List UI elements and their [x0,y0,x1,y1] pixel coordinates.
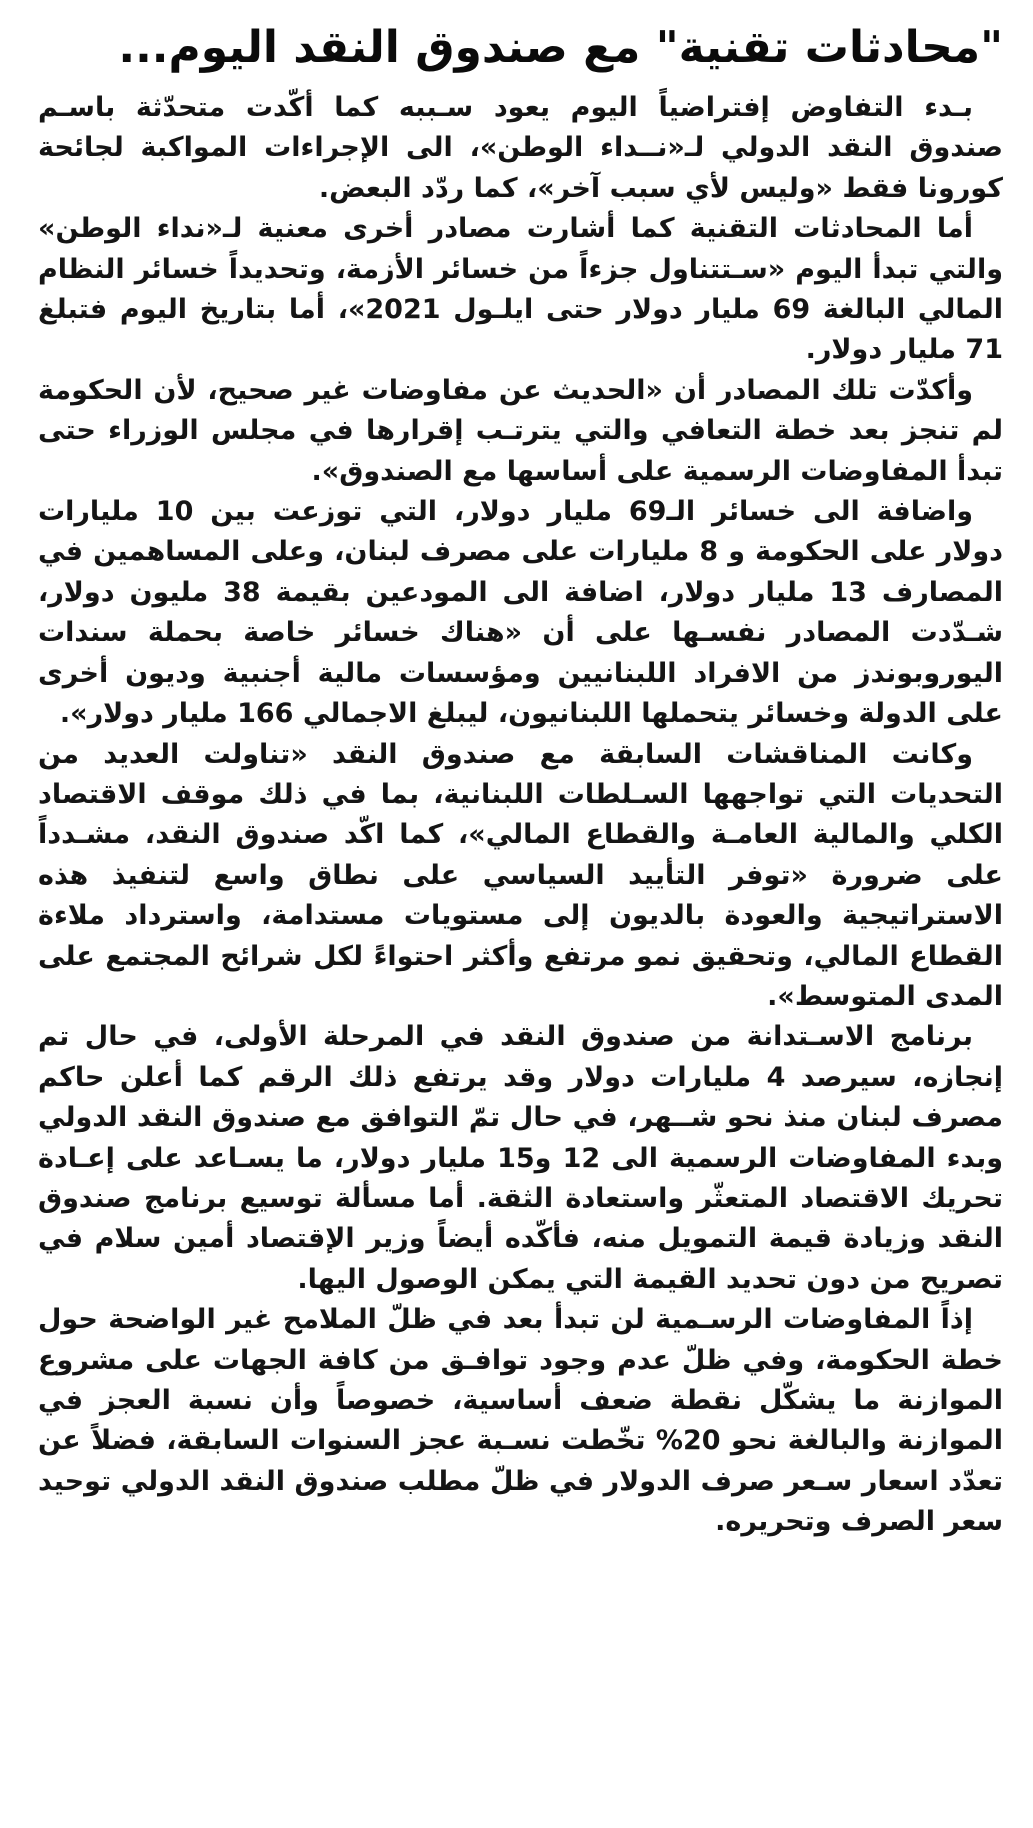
article-paragraph: وأكدّت تلك المصادر أن «الحديث عن مفاوضات غير صحيح، لأن الحكومة لم تنجز بعد خطة التعافي والتي يترتـب إقرارها في مجلس الوزراء حتى تبدأ المفاوضات الرسمية على أساسها مع الصندوق». [38,374,1003,487]
article-paragraph: بـدء التفاوض إفتراضياً اليوم يعود سـببه كما أكّدت متحدّثة باسـم صندوق النقد الدولي لـ«نــداء الوطن»، الى الإجراءات المواكبة لجائحة كورونا فقط «وليس لأي سبب آخر»، كما ردّد البعض. [38,92,1003,204]
article-paragraph: أما المحادثات التقنية كما أشارت مصادر أخرى معنية لـ«نداء الوطن» والتي تبدأ اليوم «سـتتناول جزءاً من خسائر الأزمة، وتحديداً خسائر النظام المالي البالغة 69 مليار دولار حتى ايلـول 2021»، أما بتاريخ اليوم فتبلغ 71 مليار دولار. [38,213,1003,366]
article [38,18,1003,1818]
article-paragraph: إذاً المفاوضات الرسـمية لن تبدأ بعد في ظلّ الملامح غير الواضحة حول خطة الحكومة، وفي ظلّ عدم وجود توافـق من كافة الجهات على مشروع الموازنة ما يشكّل نقطة ضعف أساسية، خصوصاً وأن نسبة العجز في الموازنة والبالغة نحو 20% تخّطت نسـبة عجز السنوات السابقة، فضلاً عن تعدّد اسعار سـعر صرف الدولار في ظلّ مطلب صندوق النقد الدولي توحيد سعر الصرف وتحريره. [38,1304,1003,1538]
article-paragraph: وكانت المناقشات السابقة مع صندوق النقد «تناولت العديد من التحديات التي تواجهها السـلطات اللبنانية، بما في ذلك موقف الاقتصاد الكلي والمالية العامـة والقطاع المالي»، كما اكّد صندوق النقد، مشـدداً على ضرورة «توفر التأييد السياسي على نطاق واسع لتنفيذ هذه الاستراتيجية والعودة بالديون إلى مستويات مستدامة، واسترداد ملاءة القطاع المالي، وتحقيق نمو مرتفع وأكثر احتواءً لكل شرائح المجتمع على المدى المتوسط». [38,738,1003,1012]
article-paragraph: واضافة الى خسائر الـ69 مليار دولار، التي توزعت بين 10 مليارات دولار على الحكومة و 8 مليارات على مصرف لبنان، وعلى المساهمين في المصارف 13 مليار دولار، اضافة الى المودعين بقيمة 38 مليون دولار، شـدّدت المصادر نفسـها على أن «هناك خسائر خاصة بحملة سندات اليوروبوندز من الافراد اللبنانيين ومؤسسات مالية أجنبية وديون أخرى على الدولة وخسائر يتحملها اللبنانيون، ليبلغ الاجمالي 166 مليار دولار». [38,496,1004,730]
article-headline: "محادثات تقنية" مع صندوق النقد اليوم... [118,22,1003,73]
article-paragraph: برنامج الاسـتدانة من صندوق النقد في المرحلة الأولى، في حال تم إنجازه، سيرصد 4 مليارات دولار وقد يرتفع ذلك الرقم كما أعلن حاكم مصرف لبنان منذ نحو شــهر، في حال تمّ التوافق مع صندوق النقد الدولي وبدء المفاوضات الرسمية الى 12 و15 مليار دولار، ما يسـاعد على إعـادة تحريك الاقتصاد المتعثّر واستعادة الثقة. أما مسألة توسيع برنامج صندوق النقد وزيادة قيمة التمويل منه، فأكّده أيضاً وزير الإقتصاد أمين سلام في تصريح من دون تحديد القيمة التي يمكن الوصول اليها. [38,1021,1004,1295]
